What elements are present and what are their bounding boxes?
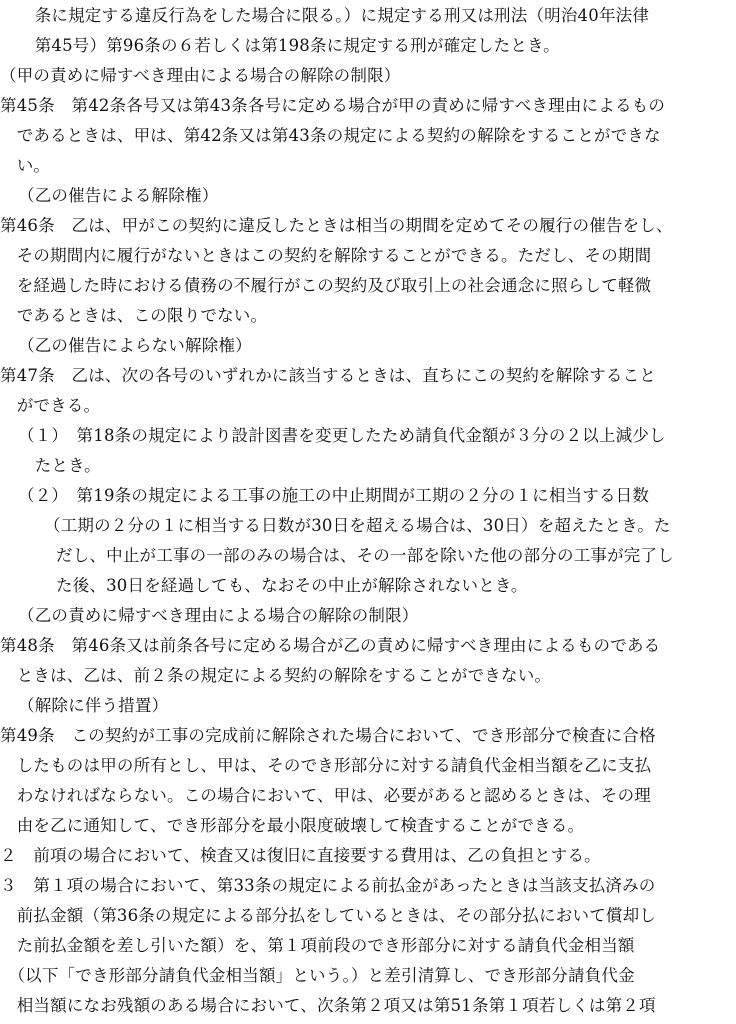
paragraph-2: ２ 前項の場合において、検査又は復旧に直接要する費用は、乙の負担とする。 [0, 846, 601, 865]
text-line: た前払金額を差し引いた額）を、第１項前段のでき形部分に対する請負代金相当額 [0, 936, 635, 955]
text-line: ができる。 [0, 396, 101, 415]
text-line: その期間内に履行がないときはこの契約を解除することができる。ただし、その期間 [0, 246, 652, 265]
text-line: を経過した時における債務の不履行がこの契約及び取引上の社会通念に照らして軽微 [0, 276, 652, 295]
article-48: 第48条 第46条又は前条各号に定める場合が乙の責めに帰すべき理由によるものである [0, 636, 661, 655]
article-47: 第47条 乙は、次の各号のいずれかに該当するときは、直ちにこの契約を解除すること [0, 366, 656, 385]
section-heading: （乙の催告による解除権） [18, 186, 219, 205]
text-line: であるときは、この限りでない。 [0, 306, 268, 325]
text-line: だし、中止が工事の一部のみの場合は、その一部を除いた他の部分の工事が完了し [56, 546, 674, 565]
section-heading: （解除に伴う措置） [18, 696, 169, 715]
list-item-1: （１） 第18条の規定により設計図書を変更したため請負代金額が３分の２以上減少し [18, 426, 666, 445]
section-heading: （甲の責めに帰すべき理由による場合の解除の制限） [0, 66, 401, 85]
text-line: 相当額になお残額のある場合において、次条第２項又は第51条第１項若しくは第２項 [0, 996, 656, 1015]
paragraph-3: ３ 第１項の場合において、第33条の規定による前払金があったときは当該支払済みの [0, 876, 656, 895]
list-item-2: （２） 第19条の規定による工事の施工の中止期間が工期の２分の１に相当する日数 [18, 486, 650, 505]
section-heading: （乙の催告によらない解除権） [18, 336, 252, 355]
text-line: 前払金額（第36条の規定による部分払をしているときは、その部分払において償却し [0, 906, 656, 925]
text-line: であるときは、甲は、第42条又は第43条の規定による契約の解除をすることができな [0, 126, 661, 145]
text-line: い。 [0, 156, 51, 175]
article-45: 第45条 第42条各号又は第43条各号に定める場合が甲の責めに帰すべき理由によるもの [0, 96, 666, 115]
text-line: （以下「でき形部分請負代金相当額」という。）と差引清算し、でき形部分請負代金 [0, 966, 635, 985]
text-line: （工期の２分の１に相当する日数が30日を超える場合は、30日）を超えたとき。た [44, 516, 671, 535]
text-line: 由を乙に通知して、でき形部分を最小限度破壊して検査することができる。 [0, 816, 585, 835]
article-46: 第46条 乙は、甲がこの契約に違反したときは相当の期間を定めてその履行の催告をし、 [0, 216, 673, 235]
section-heading: （乙の責めに帰すべき理由による場合の解除の制限） [18, 606, 419, 625]
text-line: たとき。 [18, 456, 101, 475]
text-line: 条に規定する違反行為をした場合に限る。）に規定する刑又は刑法（明治40年法律 [18, 6, 650, 25]
text-line: 第45号）第96条の６若しくは第198条に規定する刑が確定したとき。 [18, 36, 560, 55]
text-line: ときは、乙は、前２条の規定による契約の解除をすることができない。 [0, 666, 552, 685]
text-line: た後、30日を経過しても、なおその中止が解除されないとき。 [56, 576, 528, 595]
text-line: わなければならない。この場合において、甲は、必要があると認めるときは、その理 [0, 786, 651, 805]
text-line: したものは甲の所有とし、甲は、そのでき形部分に対する請負代金相当額を乙に支払 [0, 756, 652, 775]
article-49: 第49条 この契約が工事の完成前に解除された場合において、でき形部分で検査に合格 [0, 726, 656, 745]
